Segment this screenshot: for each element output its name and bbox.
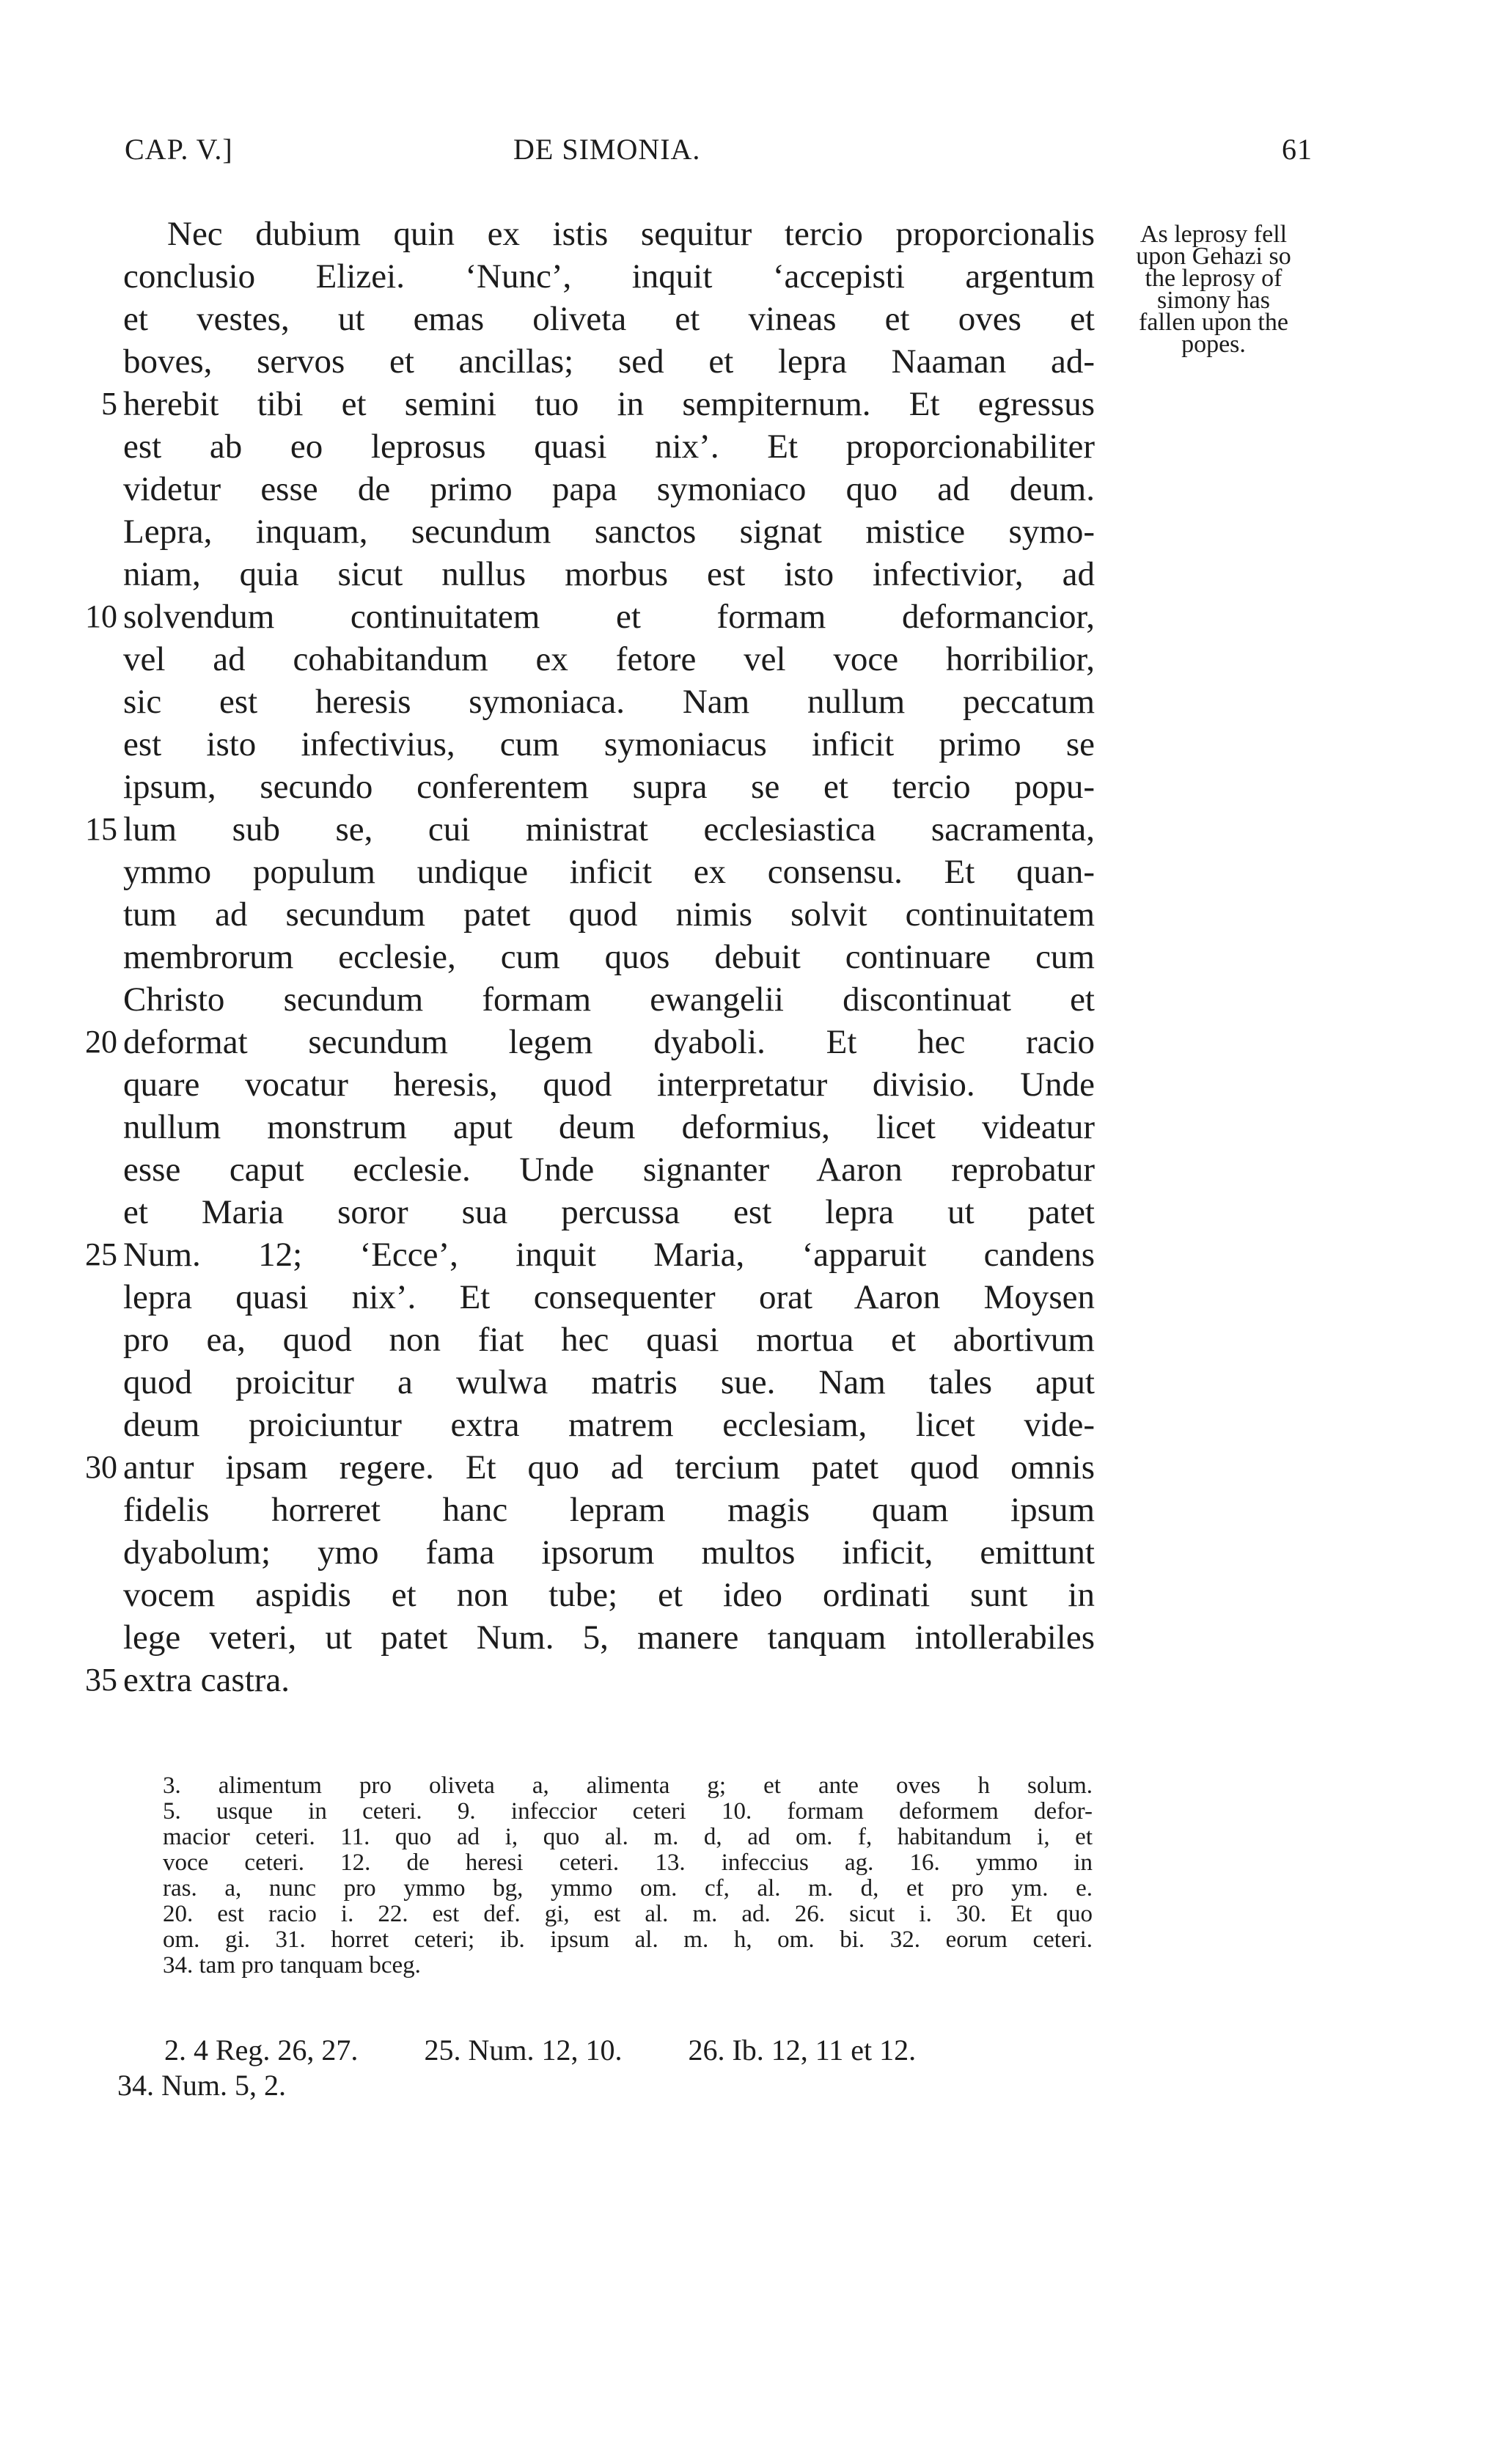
text-line [123, 255, 1095, 298]
apparatus-line: voce ceteri. 12. de heresi ceteri. 13. infeccius ag. 16. ymmo in [163, 1849, 1093, 1876]
line-text: fidelis horreret hanc lepram magis quam ipsum [123, 1491, 1095, 1529]
marginal-note-line: simony has [1157, 287, 1270, 314]
text-line [123, 638, 1095, 681]
line-text: lepra quasi nix’. Et consequenter orat Aaron Moysen [123, 1278, 1095, 1316]
text-line [123, 1616, 1095, 1659]
line-text: quare vocatur heresis, quod interpretatur divisio. Unde [123, 1066, 1095, 1104]
text-line [85, 595, 1095, 638]
line-text: vocem aspidis et non tube; et ideo ordinati sunt in [123, 1576, 1095, 1614]
line-text: est isto infectivius, cum symoniacus inficit primo se [123, 725, 1095, 763]
reference-line: 34. Num. 5, 2. [117, 2069, 286, 2102]
text-line [101, 383, 1095, 425]
line-text: antur ipsam regere. Et quo ad tercium patet quod omnis [123, 1448, 1095, 1486]
line-text: nullum monstrum aput deum deformius, licet videatur [123, 1108, 1095, 1146]
line-number: 20 [85, 1024, 117, 1060]
line-text: membrorum ecclesie, cum quos debuit continuare cum [123, 938, 1095, 976]
running-header [125, 132, 1313, 183]
line-text: Nec dubium quin ex istis sequitur tercio proporcionalis [167, 215, 1095, 253]
line-number: 30 [85, 1449, 117, 1485]
text-line [123, 425, 1095, 468]
text-line [123, 851, 1095, 893]
line-text: boves, servos et ancillas; sed et lepra Naaman ad- [123, 342, 1095, 381]
chapter-label: CAP. V.] [125, 133, 233, 166]
line-text: Num. 12; ‘Ecce’, inquit Maria, ‘apparuit candens [123, 1236, 1095, 1274]
text-line [123, 340, 1095, 383]
marginal-note-line: As leprosy fell [1139, 221, 1288, 248]
line-text: Christo secundum formam ewangelii discontinuat et [123, 980, 1095, 1019]
line-text: pro ea, quod non fiat hec quasi mortua et abortivum [123, 1321, 1095, 1359]
marginal-note-line: upon Gehazi so [1136, 243, 1291, 270]
line-text: deformat secundum legem dyaboli. Et hec racio [123, 1023, 1095, 1061]
text-line [123, 1531, 1095, 1574]
marginal-note [1104, 221, 1324, 358]
page-number: 61 [1282, 133, 1313, 166]
text-line [123, 1148, 1095, 1191]
text-line [123, 723, 1095, 766]
apparatus-line: 20. est racio i. 22. est def. gi, est al. m. ad. 26. sicut i. 30. Et quo [163, 1901, 1093, 1927]
line-number: 10 [85, 598, 117, 634]
text-line [123, 298, 1095, 340]
text-line [123, 1106, 1095, 1148]
text-line [123, 1063, 1095, 1106]
line-number: 25 [85, 1236, 117, 1272]
text-line [85, 1659, 1095, 1701]
text-line [123, 468, 1095, 510]
line-text: niam, quia sicut nullus morbus est isto infectivior, ad [123, 555, 1095, 593]
text-line [123, 936, 1095, 978]
marginal-note-line: fallen upon the [1139, 309, 1288, 336]
apparatus-line: 5. usque in ceteri. 9. infeccior ceteri 10. formam deformem defor- [163, 1798, 1093, 1825]
line-text: videtur esse de primo papa symoniaco quo ad deum. [123, 470, 1095, 508]
line-text: et Maria soror sua percussa est lepra ut patet [123, 1193, 1095, 1231]
reference-line [117, 2033, 1100, 2068]
line-text: herebit tibi et semini tuo in sempiternum. Et egressus [123, 385, 1095, 423]
marginal-note-line: the leprosy of [1145, 265, 1282, 292]
text-line [123, 553, 1095, 595]
reference-item: 26. Ib. 12, 11 et 12. [688, 2034, 917, 2067]
text-line [123, 893, 1095, 936]
line-text: tum ad secundum patet quod nimis solvit continuitatem [123, 895, 1095, 934]
text-line [85, 1021, 1095, 1063]
apparatus-line: macior ceteri. 11. quo ad i, quo al. m. d, ad om. f, habitandum i, et [163, 1824, 1093, 1850]
text-line [123, 1361, 1095, 1404]
running-title: DE SIMONIA. [513, 133, 701, 166]
line-text: extra castra. [123, 1661, 290, 1699]
apparatus-line: om. gi. 31. horret ceteri; ib. ipsum al. m. h, om. bi. 32. eorum ceteri. [163, 1926, 1093, 1953]
line-text: Lepra, inquam, secundum sanctos signat mistice symo- [123, 513, 1095, 551]
line-text: lum sub se, cui ministrat ecclesiastica sacramenta, [123, 810, 1095, 848]
source-references [117, 2033, 1100, 2103]
text-line [123, 1574, 1095, 1616]
text-line [85, 1233, 1095, 1276]
text-line [123, 1276, 1095, 1319]
text-line [123, 766, 1095, 808]
text-line [123, 213, 1095, 255]
text-line [123, 681, 1095, 723]
apparatus-line: 3. alimentum pro oliveta a, alimenta g; et ante oves h solum. [163, 1772, 1093, 1799]
line-text: conclusio Elizei. ‘Nunc’, inquit ‘accepisti argentum [123, 257, 1095, 296]
text-line [123, 978, 1095, 1021]
apparatus-line: 34. tam pro tanquam bceg. [163, 1952, 421, 1979]
apparatus-line: ras. a, nunc pro ymmo bg, ymmo om. cf, al. m. d, et pro ym. e. [163, 1875, 1093, 1902]
marginal-note-line: popes. [1181, 331, 1246, 358]
reference-item: 2. 4 Reg. 26, 27. [164, 2034, 359, 2067]
line-text: ipsum, secundo conferentem supra se et tercio popu- [123, 768, 1095, 806]
line-text: et vestes, ut emas oliveta et vineas et oves et [123, 300, 1095, 338]
line-number: 15 [85, 811, 117, 847]
reference-item: 25. Num. 12, 10. [424, 2034, 623, 2067]
main-text [85, 213, 1095, 1701]
text-line [85, 1446, 1095, 1489]
text-line [123, 1319, 1095, 1361]
line-text: esse caput ecclesie. Unde signanter Aaron reprobatur [123, 1151, 1095, 1189]
text-line [123, 1404, 1095, 1446]
text-line [123, 510, 1095, 553]
line-text: dyabolum; ymo fama ipsorum multos inficit, emittunt [123, 1533, 1095, 1572]
line-text: vel ad cohabitandum ex fetore vel voce horribilior, [123, 640, 1095, 678]
critical-apparatus [163, 1773, 1093, 1979]
line-text: ymmo populum undique inficit ex consensu. Et quan- [123, 853, 1095, 891]
line-text: deum proiciuntur extra matrem ecclesiam, licet vide- [123, 1406, 1095, 1444]
line-text: sic est heresis symoniaca. Nam nullum peccatum [123, 683, 1095, 721]
text-line [85, 808, 1095, 851]
text-line [123, 1489, 1095, 1531]
line-text: quod proicitur a wulwa matris sue. Nam tales aput [123, 1363, 1095, 1401]
line-text: est ab eo leprosus quasi nix’. Et proporcionabiliter [123, 428, 1095, 466]
line-text: solvendum continuitatem et formam deformancior, [123, 598, 1095, 636]
line-text: lege veteri, ut patet Num. 5, manere tanquam intollerabiles [123, 1618, 1095, 1657]
text-line [123, 1191, 1095, 1233]
line-number: 35 [85, 1662, 117, 1698]
line-number: 5 [101, 386, 117, 422]
